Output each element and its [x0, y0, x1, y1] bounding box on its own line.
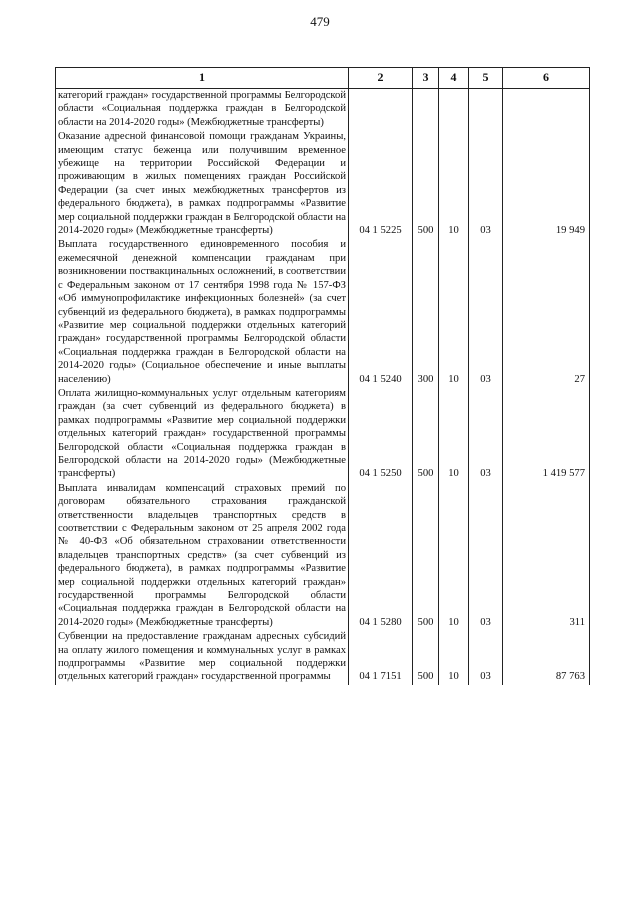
- row-vr: [413, 89, 439, 131]
- header-cell: 5: [469, 68, 503, 89]
- row-vr: 500: [413, 482, 439, 630]
- table-row: [56, 238, 590, 386]
- row-code: 04 1 5240: [349, 238, 413, 386]
- header-cell: 2: [349, 68, 413, 89]
- row-rz: 10: [439, 238, 469, 386]
- row-pr: [469, 89, 503, 131]
- row-amount: 27: [503, 238, 590, 386]
- table-row: [56, 89, 590, 131]
- table-row: [56, 387, 590, 482]
- row-pr: 03: [469, 238, 503, 386]
- row-vr: 500: [413, 630, 439, 685]
- row-pr: 03: [469, 482, 503, 630]
- table-row: [56, 630, 590, 685]
- row-code: 04 1 5225: [349, 130, 413, 238]
- row-code: 04 1 5250: [349, 387, 413, 482]
- row-description: Оплата жилищно-коммунальных услуг отдельным категориям граждан (за счет субвенций из федерального бюджета) в рамках подпрограммы «Развитие мер социальной поддержки отдельных категорий граждан» государственной программы Белгородской области «Социальная поддержка граждан в Белгородской области на 2014-2020 годы» (Межбюджетные трансферты): [56, 387, 349, 482]
- row-vr: 500: [413, 130, 439, 238]
- row-amount: [503, 89, 590, 131]
- header-cell: 6: [503, 68, 590, 89]
- row-description: Субвенции на предоставление гражданам адресных субсидий на оплату жилого помещения и коммунальных услуг в рамках подпрограммы «Развитие мер социальной поддержки отдельных категорий граждан» государственной программы: [56, 630, 349, 685]
- row-pr: 03: [469, 130, 503, 238]
- row-vr: 300: [413, 238, 439, 386]
- row-description: Выплата государственного единовременного пособия и ежемесячной денежной компенсации гражданам при возникновении поствакцинальных осложнений, в соответствии с Федеральным законом от 17 сентября 1998 года № 157-ФЗ «Об иммунопрофилактике инфекционных болезней» (за счет субвенций из федерального бюджета), в рамках подпрограммы «Развитие мер социальной поддержки отдельных категорий граждан» государственной программы Белгородской области «Социальная поддержка граждан в Белгородской области на 2014-2020 годы» (Социальное обеспечение и иные выплаты населению): [56, 238, 349, 386]
- row-description: категорий граждан» государственной программы Белгородской области «Социальная поддержка граждан в Белгородской области на 2014-2020 годы» (Межбюджетные трансферты): [56, 89, 349, 131]
- row-rz: 10: [439, 387, 469, 482]
- row-rz: [439, 89, 469, 131]
- page-number: 479: [310, 14, 330, 29]
- header-row: [56, 68, 590, 89]
- row-vr: 500: [413, 387, 439, 482]
- row-description: Оказание адресной финансовой помощи гражданам Украины, имеющим статус беженца или получившим временное убежище на территории Российской Федерации и проживающим в жилых помещениях граждан Российской Федерации (за счет иных межбюджетных трансфертов из федерального бюджета), в рамках подпрограммы «Развитие мер социальной поддержки граждан в Белгородской области на 2014-2020 годы» (Межбюджетные трансферты): [56, 130, 349, 238]
- row-amount: 87 763: [503, 630, 590, 685]
- row-code: 04 1 7151: [349, 630, 413, 685]
- row-rz: 10: [439, 630, 469, 685]
- header-cell: 3: [413, 68, 439, 89]
- row-amount: 1 419 577: [503, 387, 590, 482]
- header-cell: 1: [56, 68, 349, 89]
- table-row: [56, 482, 590, 630]
- row-pr: 03: [469, 630, 503, 685]
- row-amount: 311: [503, 482, 590, 630]
- table-row: [56, 130, 590, 238]
- row-pr: 03: [469, 387, 503, 482]
- row-rz: 10: [439, 482, 469, 630]
- row-code: [349, 89, 413, 131]
- budget-table: [55, 67, 590, 685]
- row-code: 04 1 5280: [349, 482, 413, 630]
- header-cell: 4: [439, 68, 469, 89]
- row-rz: 10: [439, 130, 469, 238]
- row-description: Выплата инвалидам компенсаций страховых премий по договорам обязательного страхования гражданской ответственности владельцев транспортных средств в соответствии с Федеральным законом от 25 апреля 2002 года № 40-ФЗ «Об обязательном страховании ответственности владельцев транспортных средств» (за счет субвенций из федерального бюджета), в рамках подпрограммы «Развитие мер социальной поддержки отдельных категорий граждан» государственной программы Белгородской области «Социальная поддержка граждан в Белгородской области на 2014-2020 годы» (Межбюджетные трансферты): [56, 482, 349, 630]
- row-amount: 19 949: [503, 130, 590, 238]
